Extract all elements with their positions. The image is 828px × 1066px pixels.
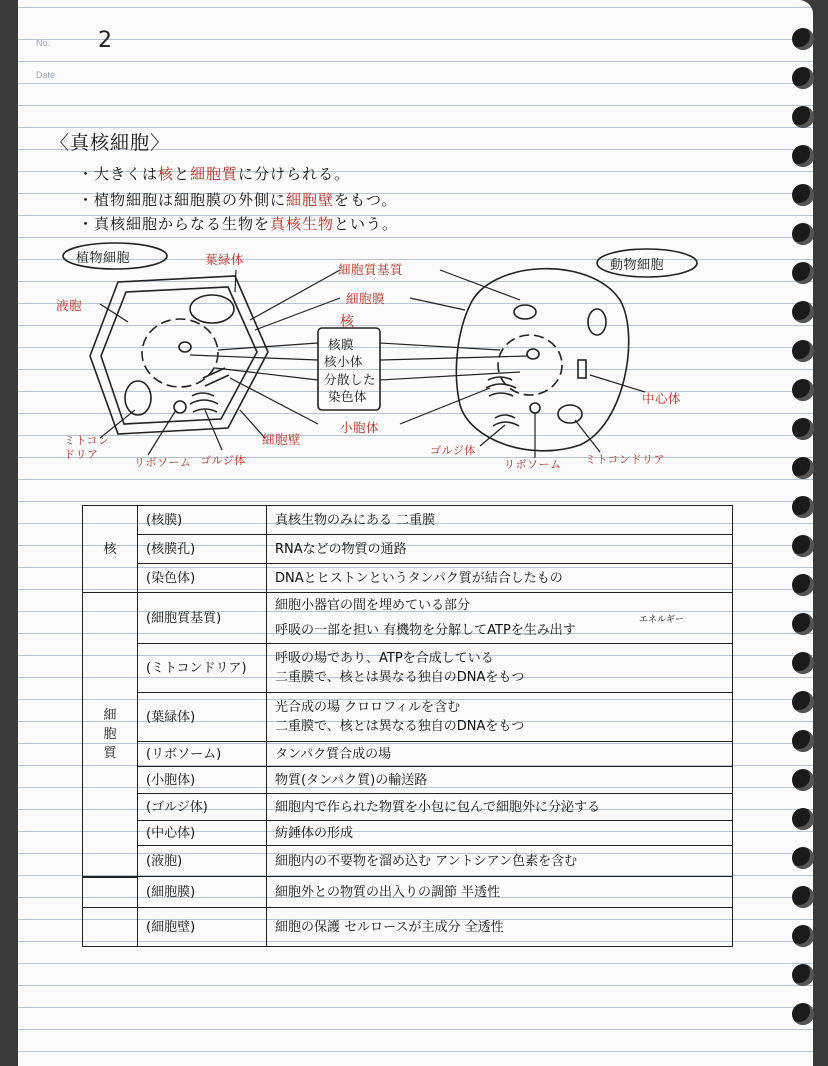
plant-mitochondria: [125, 381, 151, 415]
no-label: No.: [36, 38, 51, 48]
desc-line: 紡錘体の形成: [275, 825, 354, 841]
desc-cell: [267, 535, 733, 564]
desc-line: 細胞の保護 セルロースが主成分 全透性: [275, 919, 504, 935]
desc-cell: [267, 767, 733, 794]
binding-ring: [792, 886, 814, 908]
plant-cell-wall: [90, 276, 268, 434]
label-cytoplasmic-matrix: 細胞質基質: [338, 262, 404, 277]
label-nucleus: 核: [340, 314, 355, 330]
desc-line: 光合成の場 クロロフィルを含む: [275, 700, 461, 715]
label-nuclear-envelope: 核膜: [328, 337, 355, 352]
desc-cell: [267, 794, 733, 821]
label-vacuole: 液胞: [56, 298, 83, 313]
text: という。: [334, 215, 399, 233]
animal-golgi: [493, 415, 519, 426]
chloroplast: [190, 295, 234, 323]
plant-cell-label: 植物細胞: [76, 251, 131, 266]
label-dispersed: 分散した: [324, 372, 377, 387]
label-ribosome-plant: リボソーム: [134, 456, 192, 469]
text: をもつ。: [334, 191, 398, 209]
desc-line: 細胞内で作られた物質を小包に包んで細胞外に分泌する: [275, 799, 601, 815]
label-cell-membrane: 細胞膜: [346, 291, 386, 306]
desc-cell: [267, 877, 733, 908]
text: と: [174, 165, 191, 183]
desc-line: 真核生物のみにある 二重膜: [275, 512, 436, 528]
animal-vesicle: [514, 305, 536, 319]
term-cell: (ミトコンドリア): [138, 644, 267, 693]
desc-line: RNAなどの物質の通路: [275, 541, 407, 557]
keyword: 細胞質: [190, 165, 239, 183]
label-cell-wall: 細胞壁: [262, 432, 302, 447]
keyword: 真核生物: [270, 215, 335, 233]
table-row: [83, 821, 733, 846]
table-row: [83, 644, 733, 693]
binding-ring: [792, 847, 814, 869]
text: ・真核細胞からなる生物を: [78, 215, 271, 233]
label-chloroplast: 葉緑体: [205, 252, 245, 267]
label-ribosome-animal: リボソーム: [504, 458, 562, 471]
label-golgi-animal: ゴルジ体: [430, 444, 476, 457]
desc-cell: [267, 846, 733, 877]
term-cell: (細胞膜): [138, 877, 267, 908]
binding-ring: [792, 964, 814, 986]
desc-cell: [267, 593, 733, 644]
term-cell: (核膜孔): [138, 535, 267, 564]
binding-ring: [792, 925, 814, 947]
label-centrosome: 中心体: [642, 391, 682, 406]
binding-ring: [792, 613, 814, 635]
animal-nucleus: [498, 335, 562, 395]
table-row: [83, 794, 733, 821]
binding-ring: [792, 574, 814, 596]
plant-er: [203, 368, 229, 386]
animal-nucleolus: [527, 349, 539, 359]
desc-cell: [267, 693, 733, 742]
label-er: 小胞体: [340, 420, 380, 435]
binding-ring: [792, 535, 814, 557]
group-char: 胞: [103, 726, 117, 742]
desc-cell: [267, 908, 733, 947]
text: ・大きくは: [78, 165, 159, 183]
label-mitochondria-animal: ミトコンドリア: [585, 453, 666, 466]
desc-line: タンパク質合成の場: [275, 746, 392, 762]
term-cell: (核膜): [138, 506, 267, 535]
plant-golgi: [190, 393, 218, 412]
table-row: [83, 593, 733, 644]
page-number: 2: [98, 28, 112, 53]
term-cell: (リボソーム): [138, 742, 267, 767]
group-char: 質: [103, 745, 117, 761]
label-chromosome: 染色体: [328, 389, 368, 404]
term-cell: (小胞体): [138, 767, 267, 794]
group-empty: [83, 877, 138, 908]
desc-cell: [267, 821, 733, 846]
animal-mitochondria: [558, 405, 582, 423]
desc-cell: [267, 506, 733, 535]
desc-cell: [267, 742, 733, 767]
group-cytoplasm: [83, 593, 138, 877]
term-cell: (細胞壁): [138, 908, 267, 947]
table-row: [83, 506, 733, 535]
label-mitochondria-plant-2: ドリア: [64, 448, 99, 461]
desc-line: 呼吸の一部を担い 有機物を分解してATPを生み出す: [275, 623, 576, 638]
plant-nucleolus: [179, 342, 191, 352]
label-mitochondria-plant: ミトコン: [64, 434, 110, 447]
desc-line: 二重膜で、核とは異なる独自のDNAをもつ: [275, 670, 525, 685]
term-cell: (細胞質基質): [138, 593, 267, 644]
label-nucleolus: 核小体: [324, 354, 364, 369]
desc-line: DNAとヒストンというタンパク質が結合したもの: [275, 570, 563, 586]
term-cell: (ゴルジ体): [138, 794, 267, 821]
term-cell: (中心体): [138, 821, 267, 846]
label-golgi-plant: ゴルジ体: [200, 454, 246, 467]
text: に分けられる。: [238, 165, 351, 183]
desc-line: 細胞小器官の間を埋めている部分: [275, 598, 471, 613]
table-row: [83, 564, 733, 593]
table-row: [83, 535, 733, 564]
centrosome: [578, 360, 586, 378]
term-cell: (染色体): [138, 564, 267, 593]
organelle-table: [82, 505, 733, 947]
binding-ring: [792, 1003, 814, 1025]
page-title: 〈真核細胞〉: [50, 132, 171, 154]
animal-er: [486, 377, 516, 396]
table-row: [83, 846, 733, 877]
date-label: Date: [36, 70, 56, 80]
desc-cell: [267, 564, 733, 593]
animal-ribosome: [530, 403, 540, 413]
desc-line: 細胞外との物質の出入りの調節 半透性: [275, 884, 501, 900]
text: ・植物細胞は細胞膜の外側に: [78, 191, 287, 209]
term-cell: (液胞): [138, 846, 267, 877]
table-row: [83, 742, 733, 767]
binding-ring: [792, 808, 814, 830]
table-row: [83, 908, 733, 947]
table-row: [83, 877, 733, 908]
ruby-text: エネルギー: [638, 615, 684, 625]
desc-cell: [267, 644, 733, 693]
animal-cell-membrane: [456, 269, 628, 451]
binding-ring: [792, 691, 814, 713]
desc-line: 二重膜で、核とは異なる独自のDNAをもつ: [275, 719, 525, 734]
binding-ring: [792, 769, 814, 791]
desc-line: 物質(タンパク質)の輸送路: [275, 772, 428, 788]
desc-line: 細胞内の不要物を溜め込む アントシアン色素を含む: [275, 853, 578, 869]
term-cell: (葉緑体): [138, 693, 267, 742]
animal-cell-label: 動物細胞: [610, 258, 665, 273]
binding-ring: [792, 652, 814, 674]
animal-mitochondria-top: [588, 309, 606, 335]
binding-ring: [792, 730, 814, 752]
table-row: [83, 693, 733, 742]
desc-line: 呼吸の場であり、ATPを合成している: [275, 651, 494, 666]
group-nucleus: 核: [83, 506, 138, 593]
group-char: 細: [103, 707, 117, 723]
group-empty: [83, 908, 138, 947]
keyword: 核: [158, 165, 175, 183]
table-row: [83, 767, 733, 794]
keyword: 細胞壁: [286, 191, 335, 209]
